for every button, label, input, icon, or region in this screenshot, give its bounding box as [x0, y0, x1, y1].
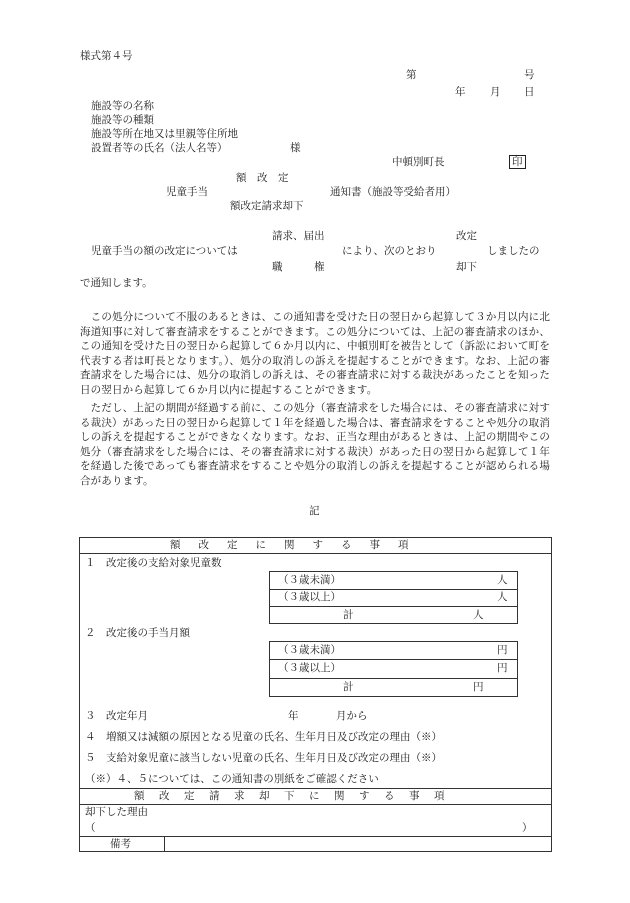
reference-note: （※）４、５については、この通知書の別紙をご確認ください [85, 773, 379, 785]
honorific: 様 [290, 142, 301, 154]
allowance-total-label: 計 [343, 681, 354, 693]
facility-address-label: 施設等所在地又は里親等住所地 [91, 128, 238, 140]
founder-name-label: 設置者等の氏名（法人名等） [91, 142, 228, 154]
appeal-paragraph-2: ただし、上記の期間が経過する前に、この処分（審査請求をした場合には、その審査請求に対する裁決）があった日の翌日から起算して１年を経過した場合は、審査請求をすることや処分の取消しの訴えを提起することができなくなります。なお、正当な理由があるときは、上記の期間やこの処分（審査請求をした場合には、その審査請求に対する裁決）があった日の翌日から起算して１年を経過した後であっても審査請求をすることや処分の取消しの訴えを提起することが認められる場合があります。 [80, 402, 550, 487]
children-total-unit: 人 [473, 609, 484, 621]
body-result-revision: 改定 [456, 230, 477, 242]
children-count-divider-2 [269, 606, 518, 607]
doc-number-suffix: 号 [524, 69, 535, 81]
children-total-label: 計 [343, 609, 354, 621]
item3-label: ３ 改定年月 [85, 710, 148, 722]
children-count-divider-1 [269, 589, 518, 590]
date-month: 月 [490, 86, 501, 98]
allowance-over3-label: （３歳以上） [278, 662, 341, 674]
remarks-column-divider [164, 836, 165, 852]
title-main-left: 児童手当 [166, 186, 208, 198]
revision-section-header: 額改定に関する事項 [170, 539, 427, 551]
children-over3-label: （３歳以上） [278, 591, 341, 603]
issuer-name: 中頓別町長 [392, 156, 445, 168]
doc-number-prefix: 第 [406, 69, 417, 81]
item5-text: ５ 支給対象児童に該当しない児童の氏名、生年月日及び改定の理由（※） [85, 752, 442, 764]
item3-year: 年 [288, 710, 299, 722]
body-sentence-middle: により、次のとおり [342, 245, 437, 257]
seal-mark: 印 [509, 155, 526, 169]
title-option-revision: 額 改 定 [236, 172, 289, 184]
item3-month: 月から [336, 710, 368, 722]
remarks-label: 備考 [110, 838, 131, 850]
date-year: 年 [455, 86, 466, 98]
children-over3-unit: 人 [497, 591, 508, 603]
ki-mark: 記 [309, 505, 320, 517]
body-sentence-tail: で通知します。 [80, 277, 153, 289]
rejection-paren-open: （ [85, 822, 96, 834]
body-sentence-start: 児童手当の額の改定については [91, 245, 238, 257]
item2-label: ２ 改定後の手当月額 [85, 627, 190, 639]
rejection-reason-label: 却下した理由 [85, 806, 148, 818]
body-option-ex-officio: 職 権 [272, 261, 325, 273]
item4-text: ４ 増額又は減額の原因となる児童の氏名、生年月日及び改定の理由（※） [85, 731, 442, 743]
children-under3-label: （３歳未満） [278, 574, 341, 586]
title-option-rejection: 額改定請求却下 [230, 200, 304, 212]
allowance-under3-unit: 円 [497, 644, 508, 656]
allowance-divider-2 [269, 678, 518, 679]
table-header-divider [79, 553, 552, 554]
allowance-total-unit: 円 [473, 681, 484, 693]
facility-name-label: 施設等の名称 [91, 100, 154, 112]
rejection-header-divider [79, 804, 552, 805]
children-under3-unit: 人 [497, 574, 508, 586]
rejection-section-header: 額改定請求却下に関する事項 [134, 790, 459, 802]
facility-type-label: 施設等の種類 [91, 114, 154, 126]
appeal-paragraph-1: この処分について不服のあるときは、この通知書を受けた日の翌日から起算して３か月以内に北海道知事に対して審査請求をすることができます。この処分については、上記の審査請求のほか、この通知を受けた日の翌日から起算して６か月以内に、中頓別町を被告として（訴訟において町を代表する者は町長となります。）、処分の取消しの訴えを提起することができます。なお、上記の審査請求をした場合には、処分の取消しの訴えは、その審査請求に対する裁決があったことを知った日の翌日から起算して６か月以内に提起することができます。 [80, 311, 550, 396]
title-main-right: 通知書（施設等受給者用） [330, 186, 456, 198]
body-sentence-end: しましたの [487, 245, 540, 257]
item1-label: １ 改定後の支給対象児童数 [85, 557, 222, 569]
allowance-under3-label: （３歳未満） [278, 644, 341, 656]
body-option-request: 請求、届出 [272, 230, 325, 242]
rejection-paren-close: ） [522, 822, 533, 834]
form-number: 様式第４号 [80, 50, 133, 62]
date-day: 日 [524, 86, 535, 98]
allowance-over3-unit: 円 [497, 662, 508, 674]
body-result-rejection: 却下 [456, 261, 477, 273]
rejection-top-divider [79, 788, 552, 789]
allowance-divider-1 [269, 659, 518, 660]
remarks-divider [79, 836, 552, 837]
